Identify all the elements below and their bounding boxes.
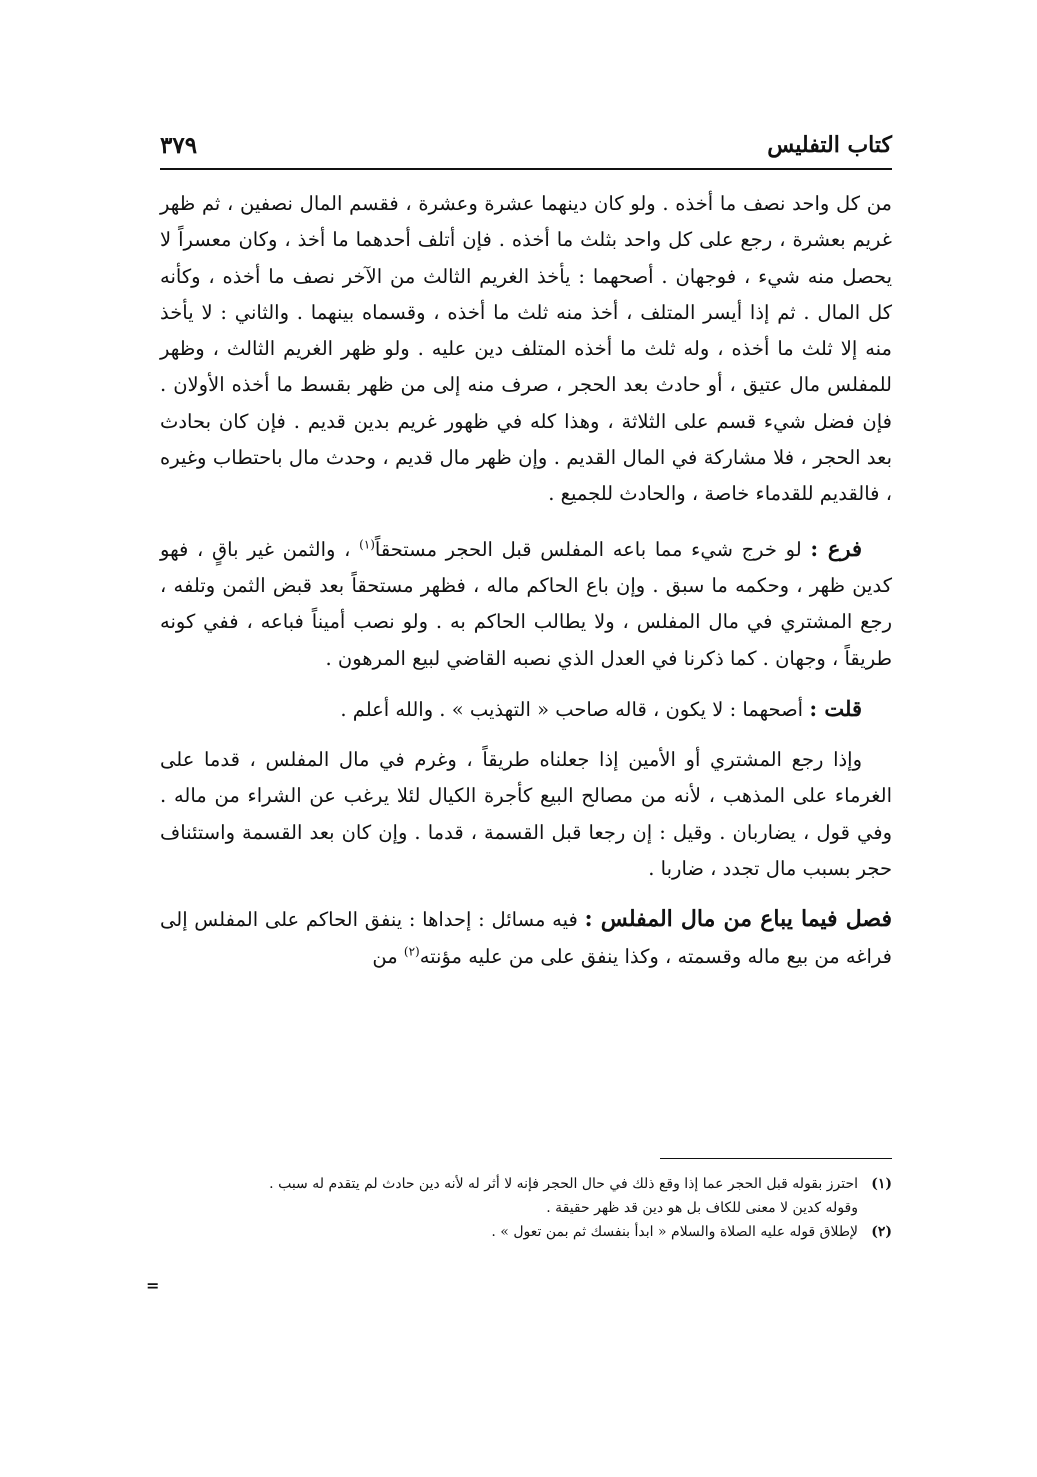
paragraph-fasl [160, 901, 892, 975]
page-body [160, 186, 892, 975]
header-rule [160, 168, 892, 170]
chapter-title: كتاب التفليس [767, 132, 892, 158]
paragraph-qult [160, 691, 892, 728]
footnote-1 [160, 1172, 892, 1196]
far-keyword: فرع : [810, 535, 863, 561]
footnote-ref-1[interactable]: (١) [359, 537, 375, 552]
fasl-text-1: فيه مسائل : إحداها : ينفق الحاكم على المفلس إلى فراغه من بيع ماله وقسمته ، وكذا ينفق على من عليه مؤنته [160, 908, 892, 968]
footnote-1-continuation: وقوله كدين لا معنى للكاف بل هو دين قد ظهر حقيقة . [546, 1200, 858, 1216]
page-number: ٣٧٩ [160, 132, 198, 159]
margin-mark: = [146, 1276, 160, 1295]
footnote-rule [660, 1158, 892, 1159]
footnotes [160, 1172, 892, 1244]
qult-text: أصحهما : لا يكون ، قاله صاحب « التهذيب » . والله أعلم . [340, 697, 804, 721]
footnote-2-text: لإطلاق قوله عليه الصلاة والسلام « ابدأ بنفسك ثم بمن تعول » . [491, 1224, 858, 1240]
far-text-2: ، والثمن غير باقٍ ، فهو كدين ظهر ، وحكمه ما سبق . وإن باع الحاكم ماله ، فظهر مستحقاً بعد قبض الثمن وتلفه ، رجع المشتري في مال المفلس ، ولا يطالب الحاكم به . ولو نصب أميناً فباعه ، ففي كونه طريقاً ، وجهان . كما ذكرنا في العدل الذي نصبه القاضي لبيع المرهون . [160, 537, 892, 670]
paragraph-far [160, 531, 892, 677]
paragraph-1: من كل واحد نصف ما أخذه . ولو كان دينهما عشرة وعشرة ، فقسم المال نصفين ، ثم ظهر غريم بعشرة ، رجع على كل واحد بثلث ما أخذه . فإن أتلف أحدهما ما أخذ ، وكان معسراً لا يحصل منه شيء ، فوجهان . أصحهما : يأخذ الغريم الثالث من الآخر نصف ما أخذه ، وكأنه كل المال . ثم إذا أيسر المتلف ، أخذ منه ثلث ما أخذه ، وقسماه بينهما . والثاني : لا يأخذ منه إلا ثلث ما أخذه ، وله ثلث ما أخذه المتلف دين عليه . ولو ظهر الغريم الثالث ، وظهر للمفلس مال عتيق ، أو حادث بعد الحجر ، صرف منه إلى من ظهر بقسط ما أخذه الأولان . فإن فضل شيء قسم على الثلاثة ، وهذا كله في ظهور غريم بدين قديم . فإن كان بحادث بعد الحجر ، فلا مشاركة في المال القديم . وإن ظهر مال قديم ، وحدث مال باحتطاب وغيره ، فالقديم للقدماء خاصة ، والحادث للجميع . [160, 192, 892, 506]
fasl-text-2: من [372, 944, 398, 968]
footnote-1-text: احترز بقوله قبل الحجر عما إذا وقع ذلك في حال الحجر فإنه لا أثر له لأنه دين حادث لم يتقدم له سبب . [269, 1176, 858, 1192]
page-header [160, 132, 892, 166]
footnote-2 [160, 1220, 892, 1244]
footnote-1-number: (١) [871, 1176, 892, 1192]
paragraph-4: وإذا رجع المشتري أو الأمين إذا جعلناه طريقاً ، وغرم في مال المفلس ، قدما على الغرماء على المذهب ، لأنه من مصالح البيع كأجرة الكيال لئلا يرغب عن الشراء من ماله . وفي قول ، يضاربان . وقيل : إن رجعا قبل القسمة ، قدما . وإن كان بعد القسمة واستئناف حجر بسبب مال تجدد ، ضاربا . [160, 748, 892, 881]
fasl-heading: فصل فيما يباع من مال المفلس : [584, 906, 892, 933]
qult-keyword: قلت : [809, 695, 862, 721]
footnote-ref-2[interactable]: (٢) [403, 944, 420, 959]
footnote-2-number: (٢) [871, 1224, 892, 1240]
far-text-1: لو خرج شيء مما باعه المفلس قبل الحجر مستحقاً [374, 537, 802, 561]
